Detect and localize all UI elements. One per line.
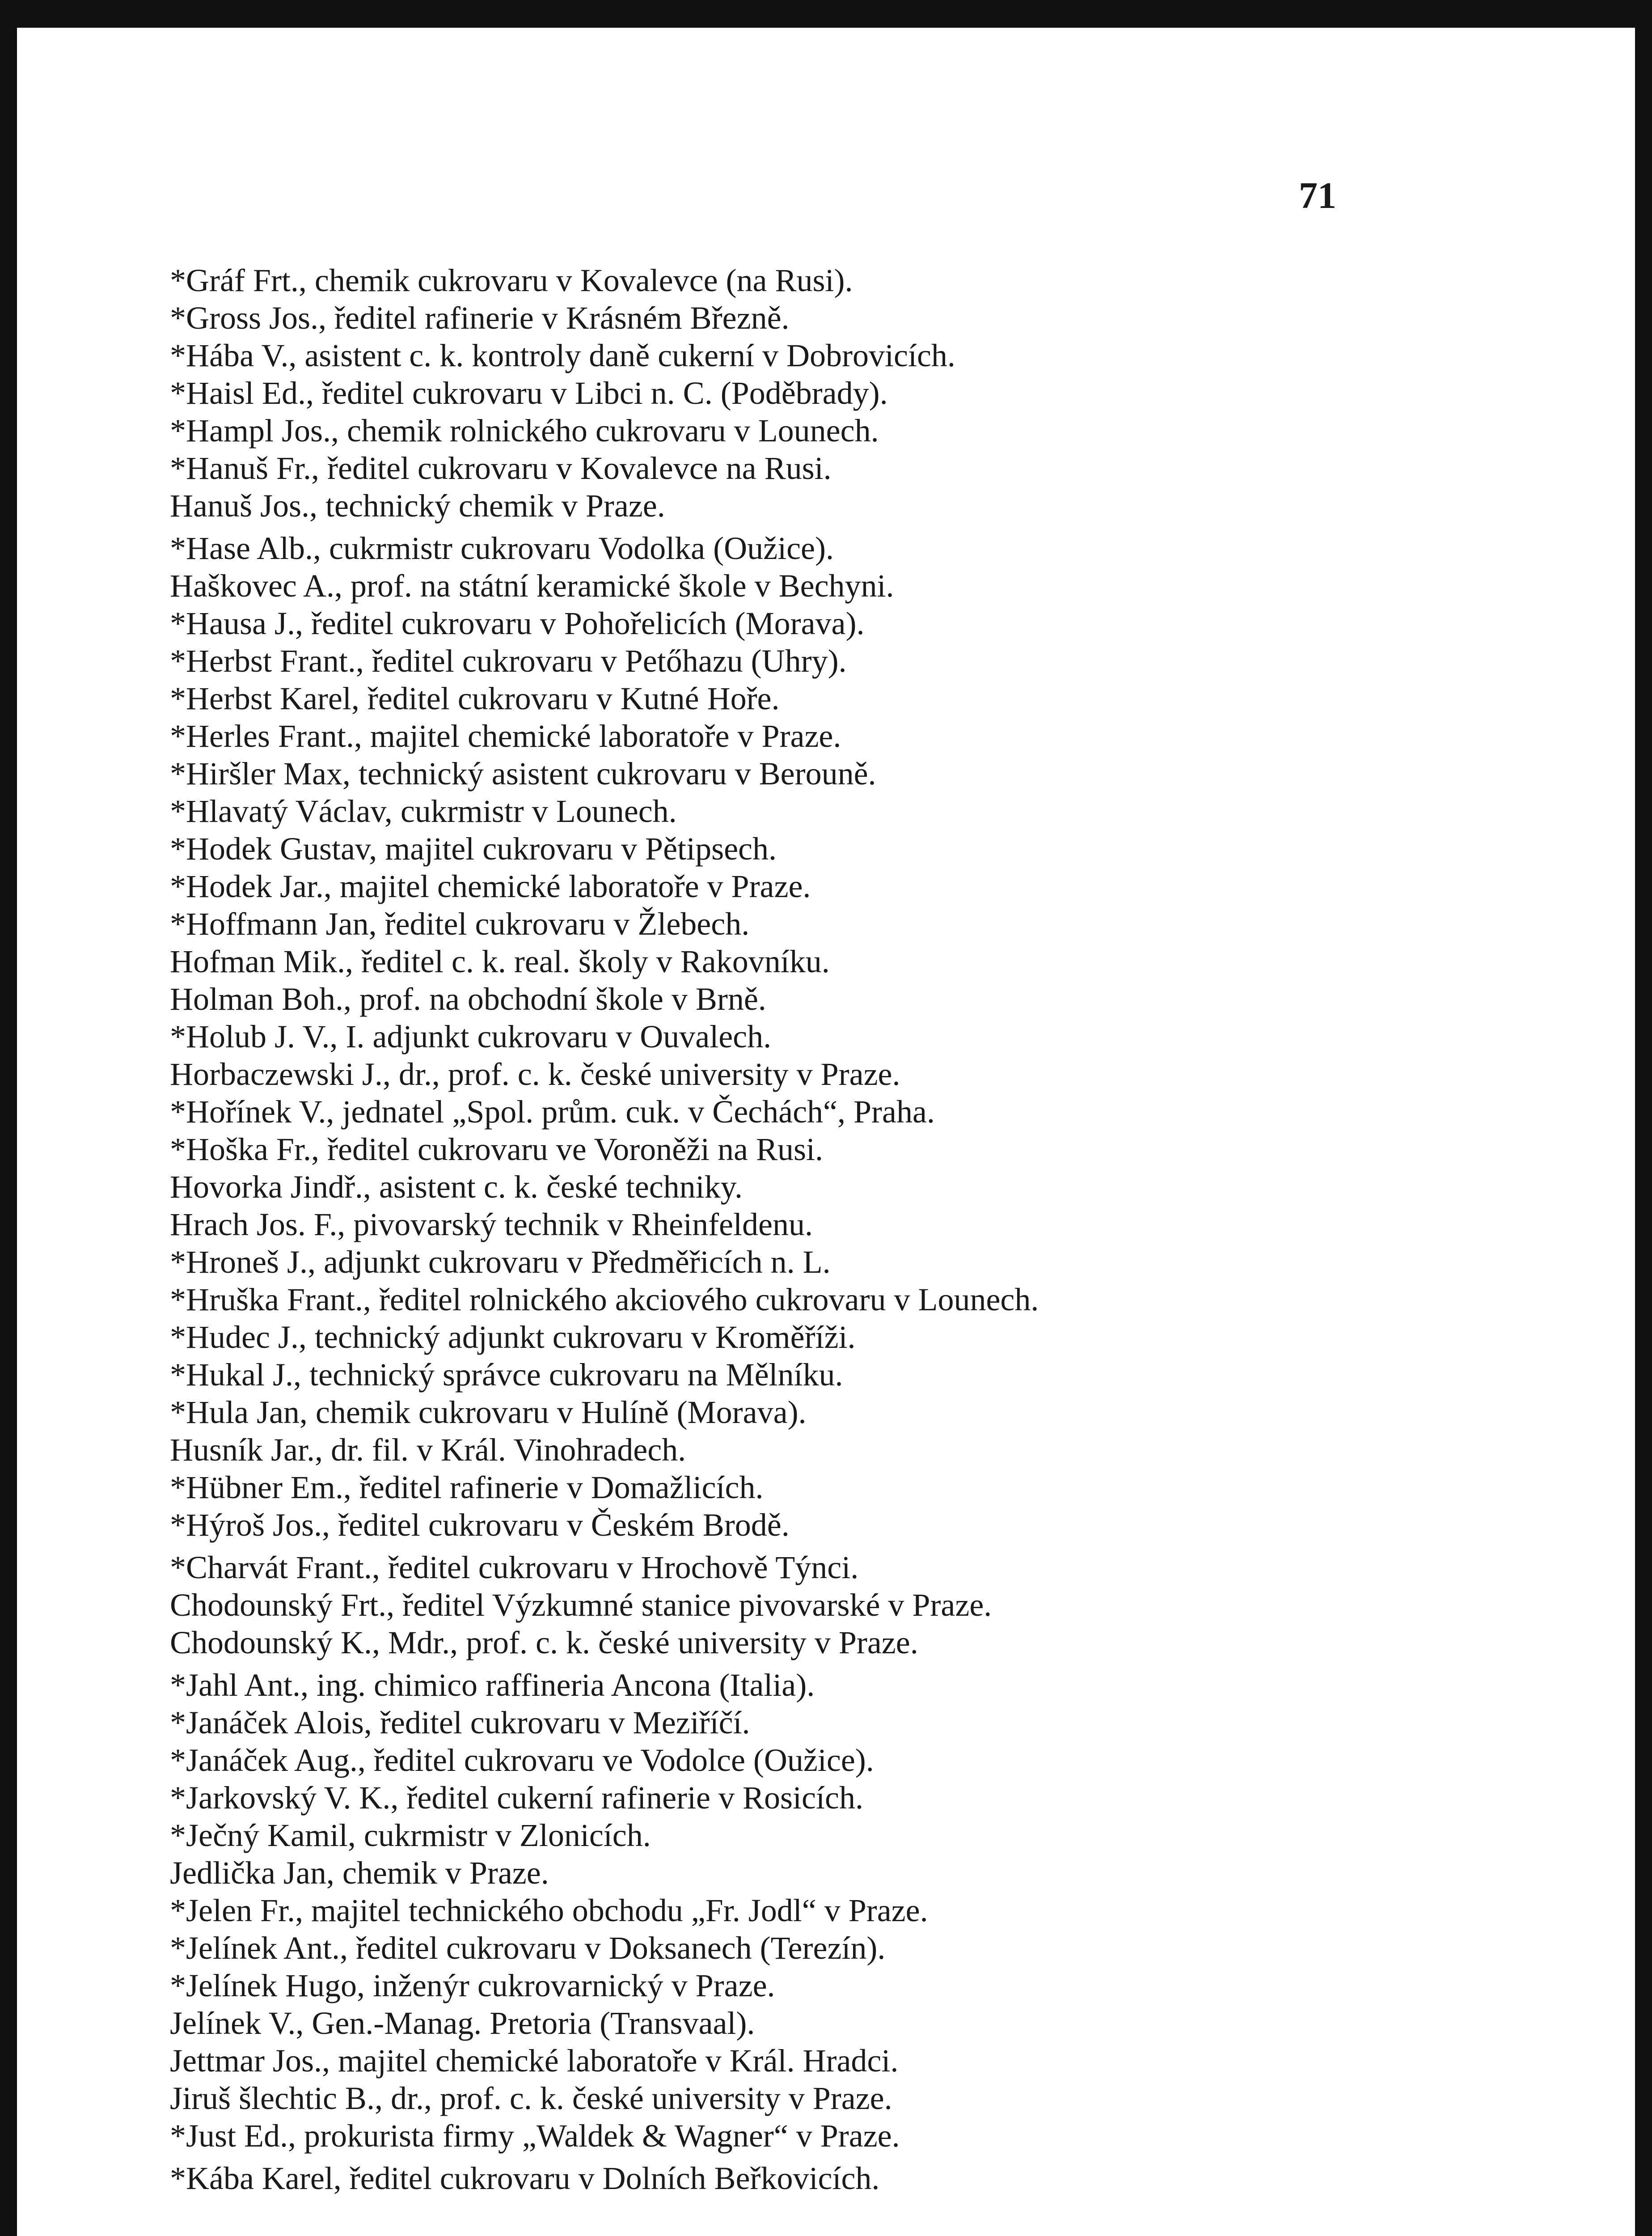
list-entry: Jelínek V., Gen.-Manag. Pretoria (Transvaal). [170,2005,755,2041]
list-entry: *Gráf Frt., chemik cukrovaru v Kovalevce (na Rusi). [170,263,853,298]
list-entry: *Hübner Em., ředitel rafinerie v Domažlicích. [170,1469,764,1505]
list-entry: *Gross Jos., ředitel rafinerie v Krásném Březně. [170,300,790,336]
list-entry: Jiruš šlechtic B., dr., prof. c. k. české university v Praze. [170,2080,892,2116]
list-entry: *Janáček Aug., ředitel cukrovaru ve Vodolce (Oužice). [170,1742,874,1778]
list-entry: *Herles Frant., majitel chemické laboratoře v Praze. [170,718,841,754]
list-entry: *Hroneš J., adjunkt cukrovaru v Předměřicích n. L. [170,1244,831,1280]
list-entry: Horbaczewski J., dr., prof. c. k. české university v Praze. [170,1056,900,1092]
list-entry: *Janáček Alois, ředitel cukrovaru v Meziříčí. [170,1705,750,1741]
list-entry: *Hula Jan, chemik cukrovaru v Hulíně (Morava). [170,1394,807,1430]
scan-border-right [1635,0,1652,2236]
list-entry: *Jelen Fr., majitel technického obchodu „Fr. Jodl“ v Praze. [170,1893,928,1928]
list-entry: *Hodek Jar., majitel chemické laboratoře v Praze. [170,868,811,904]
list-entry: Haškovec A., prof. na státní keramické škole v Bechyni. [170,568,894,604]
list-entry: *Jarkovský V. K., ředitel cukerní rafinerie v Rosicích. [170,1780,863,1816]
list-entry: Jettmar Jos., majitel chemické laboratoře v Král. Hradci. [170,2043,899,2079]
list-entry: Hanuš Jos., technický chemik v Praze. [170,488,665,524]
list-entry: Chodounský K., Mdr., prof. c. k. české university v Praze. [170,1625,918,1660]
list-entry: *Jelínek Ant., ředitel cukrovaru v Doksanech (Terezín). [170,1930,886,1966]
list-entry: *Hiršler Max, technický asistent cukrovaru v Berouně. [170,756,876,792]
page-number: 71 [1299,175,1336,216]
list-entry: *Hoška Fr., ředitel cukrovaru ve Voroněži na Rusi. [170,1131,824,1167]
list-entry: Hovorka Jindř., asistent c. k. české techniky. [170,1169,743,1205]
list-entry: *Hanuš Fr., ředitel cukrovaru v Kovalevce na Rusi. [170,450,832,486]
scan-border-top [0,0,1652,28]
list-entry: *Hlavatý Václav, cukrmistr v Lounech. [170,793,677,829]
list-entry: *Herbst Karel, ředitel cukrovaru v Kutné Hoře. [170,681,780,716]
list-entry: Hofman Mik., ředitel c. k. real. školy v Rakovníku. [170,944,830,979]
list-entry: *Hoffmann Jan, ředitel cukrovaru v Žlebech. [170,906,750,942]
list-entry: *Hýroš Jos., ředitel cukrovaru v Českém Brodě. [170,1507,790,1543]
list-entry: *Hodek Gustav, majitel cukrovaru v Pětipsech. [170,831,777,867]
list-entry: Chodounský Frt., ředitel Výzkumné stanice pivovarské v Praze. [170,1587,992,1623]
list-entry: *Just Ed., prokurista firmy „Waldek & Wagner“ v Praze. [170,2118,900,2154]
list-entry: *Hampl Jos., chemik rolnického cukrovaru v Lounech. [170,413,879,449]
list-entry: *Haisl Ed., ředitel cukrovaru v Libci n. C. (Poděbrady). [170,375,888,411]
list-entry: Jedlička Jan, chemik v Praze. [170,1855,549,1891]
list-entry: *Hruška Frant., ředitel rolnického akciového cukrovaru v Lounech. [170,1282,1039,1317]
list-entry: *Hukal J., technický správce cukrovaru na Mělníku. [170,1357,843,1393]
scan-border-left [0,0,17,2236]
list-entry: *Herbst Frant., ředitel cukrovaru v Petőhazu (Uhry). [170,643,847,679]
list-entry: Husník Jar., dr. fil. v Král. Vinohradech. [170,1432,686,1468]
list-entry: *Hudec J., technický adjunkt cukrovaru v Kroměříži. [170,1319,856,1355]
list-entry: *Jelínek Hugo, inženýr cukrovarnický v Praze. [170,1968,775,2003]
list-entry: *Kába Karel, ředitel cukrovaru v Dolních Beřkovicích. [170,2160,880,2196]
list-entry: Hrach Jos. F., pivovarský technik v Rheinfeldenu. [170,1207,813,1242]
list-entry: Holman Boh., prof. na obchodní škole v Brně. [170,981,766,1017]
list-entry: *Hořínek V., jednatel „Spol. prům. cuk. v Čechách“, Praha. [170,1094,935,1130]
list-entry: *Holub J. V., I. adjunkt cukrovaru v Ouvalech. [170,1019,772,1054]
list-entry: *Charvát Frant., ředitel cukrovaru v Hrochově Týnci. [170,1550,859,1585]
list-entry: *Hába V., asistent c. k. kontroly daně cukerní v Dobrovicích. [170,338,955,373]
member-list [170,262,1511,2197]
list-entry: *Jahl Ant., ing. chimico raffineria Ancona (Italia). [170,1667,815,1703]
list-entry: *Hase Alb., cukrmistr cukrovaru Vodolka (Oužice). [170,530,834,566]
list-entry: *Ječný Kamil, cukrmistr v Zlonicích. [170,1817,651,1853]
list-entry: *Hausa J., ředitel cukrovaru v Pohořelicích (Morava). [170,606,865,641]
